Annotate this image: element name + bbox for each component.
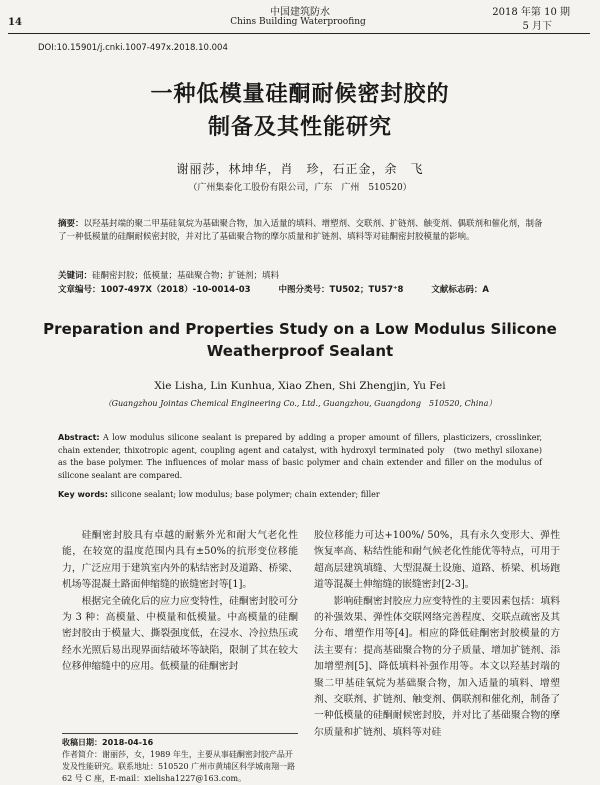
keywords-cn bbox=[58, 269, 279, 281]
abstract-cn bbox=[58, 218, 548, 244]
body-paragraph: 硅酮密封胶具有卓越的耐紫外光和耐大气老化性能，在较宽的温度范围内具有±50%的抗形变位移能力，广泛应用于建筑室内外的粘结密封及道路、桥梁、机场等混凝土路面伸缩缝的嵌缝密封等[1]。 bbox=[62, 530, 298, 591]
body-right-column bbox=[314, 528, 560, 741]
keywords-cn-label: 关键词： bbox=[58, 271, 93, 281]
journal-name-en: Chins Building Waterproofing bbox=[230, 17, 366, 27]
document-code: 文献标志码：A bbox=[431, 285, 490, 295]
received-date: 收稿日期：2018-04-16 bbox=[62, 738, 154, 747]
title-en-line-2: Weatherproof Sealant bbox=[206, 342, 394, 360]
title-cn-line-1: 一种低模量硅酮耐候密封胶的 bbox=[150, 82, 450, 107]
page-number: 14 bbox=[8, 17, 22, 28]
affiliation-cn: （广州集泰化工股份有限公司，广东 广州 510520） bbox=[188, 183, 412, 193]
footnote bbox=[62, 737, 298, 785]
body-paragraph: 根据完全硫化后的应力应变特性，硅酮密封胶可分为 3 种：高模量、中模量和低模量。中高模量的硅酮密封胶由于模量大、撕裂强度低，在浸水、冷拉热压或经水光照后易出现界面结破坏等缺陷，限制了其在较大位移伸缩缝中的应用。低模量的硅酮密封 bbox=[62, 595, 298, 673]
keywords-en bbox=[58, 490, 380, 499]
abstract-cn-label: 摘要： bbox=[58, 219, 84, 229]
title-cn-line-2: 制备及其性能研究 bbox=[207, 115, 392, 140]
issue-label: 2018 年第 10 期 bbox=[492, 7, 570, 18]
footnote-rule bbox=[62, 733, 298, 734]
body-left-column bbox=[62, 528, 298, 676]
header-rule bbox=[8, 33, 590, 34]
article-identifiers bbox=[58, 283, 548, 295]
title-en bbox=[0, 318, 600, 362]
author-info: 作者简介：谢丽莎，女，1989 年生，主要从事硅酮密封胶产品开发及性能研究。联系地址：510520 广州市黄埔区科学城南翔一路 62 号 C 座，E-mail：xielisha1227@163.com。 bbox=[62, 750, 296, 783]
abstract-en-text: A low modulus silicone sealant is prepared by adding a proper amount of fillers, plasticizers, crosslinker, chain extender, thixotropic agent, coupling agent and catalyst, with hydroxyl terminated poly (two methyl siloxane) as the base polymer. The influences of molar mass of basic polymer and chain extender and filler on the modulus of silicone sealant are compared. bbox=[58, 433, 542, 480]
title-cn bbox=[0, 78, 600, 144]
article-number: 文章编号：1007-497X（2018）-10-0014-03 bbox=[58, 285, 251, 295]
keywords-en-text: silicone sealant; low modulus; base polymer; chain extender; filler bbox=[110, 490, 380, 499]
body-paragraph: 胶位移能力可达+100%/ 50%，具有永久变形大、弹性恢复率高、粘结性能和耐气候老化性能优等特点，可用于超高层建筑填缝、大型混凝土设施、道路、桥梁、机场跑道等混凝土伸缩缝的嵌缝密封[2-3]。 bbox=[314, 530, 560, 591]
month-label: 5 月下 bbox=[522, 21, 552, 32]
abstract-cn-text: 以羟基封端的聚二甲基硅氧烷为基础聚合物，加入适量的填料、增塑剂、交联剂、扩链剂、触变剂、偶联剂和催化剂，制备了一种低模量的硅酮耐候密封胶，并对比了基础聚合物的摩尔质量和扩链剂、填料等对硅酮密封胶模量的影响。 bbox=[58, 219, 543, 242]
title-en-line-1: Preparation and Properties Study on a Low Modulus Silicone bbox=[43, 320, 557, 338]
abstract-en bbox=[58, 432, 542, 482]
doi: DOI:10.15901/j.cnki.1007-497x.2018.10.004 bbox=[38, 43, 228, 53]
clc-number: 中图分类号：TU502；TU57⁺8 bbox=[278, 285, 404, 295]
authors-en: Xie Lisha, Lin Kunhua, Xiao Zhen, Shi Zhengjin, Yu Fei bbox=[154, 380, 446, 392]
authors-cn: 谢丽莎，林坤华，肖 珍，石正金，余 飞 bbox=[176, 162, 424, 176]
keywords-en-label: Key words: bbox=[58, 490, 109, 499]
affiliation-en: （Guangzhou Jointas Chemical Engineering Co., Ltd., Guangzhou, Guangdong 510520, China） bbox=[103, 399, 497, 408]
abstract-en-label: Abstract: bbox=[58, 433, 100, 442]
keywords-cn-text: 硅酮密封胶；低模量；基础聚合物；扩链剂；填料 bbox=[92, 271, 280, 281]
body-paragraph: 影响硅酮密封胶应力应变特性的主要因素包括：填料的补强效果、弹性体交联网络完善程度、交联点疏密及其分布、增塑作用等[4]。相应的降低硅酮密封胶模量的方法主要有：提高基础聚合物的分子质量、增加扩链剂、添加增塑剂[5]、降低填料补强作用等。本文以羟基封端的聚二甲基硅氧烷为基础聚合物，加入适量的填料、增塑剂、交联剂、扩链剂、触变剂、偶联剂和催化剂，制备了一种低模量的硅酮耐候密封胶，并对比了基础聚合物的摩尔质量和扩链剂、填料等对硅 bbox=[314, 595, 560, 738]
journal-name-cn: 中国建筑防水 bbox=[270, 7, 330, 18]
